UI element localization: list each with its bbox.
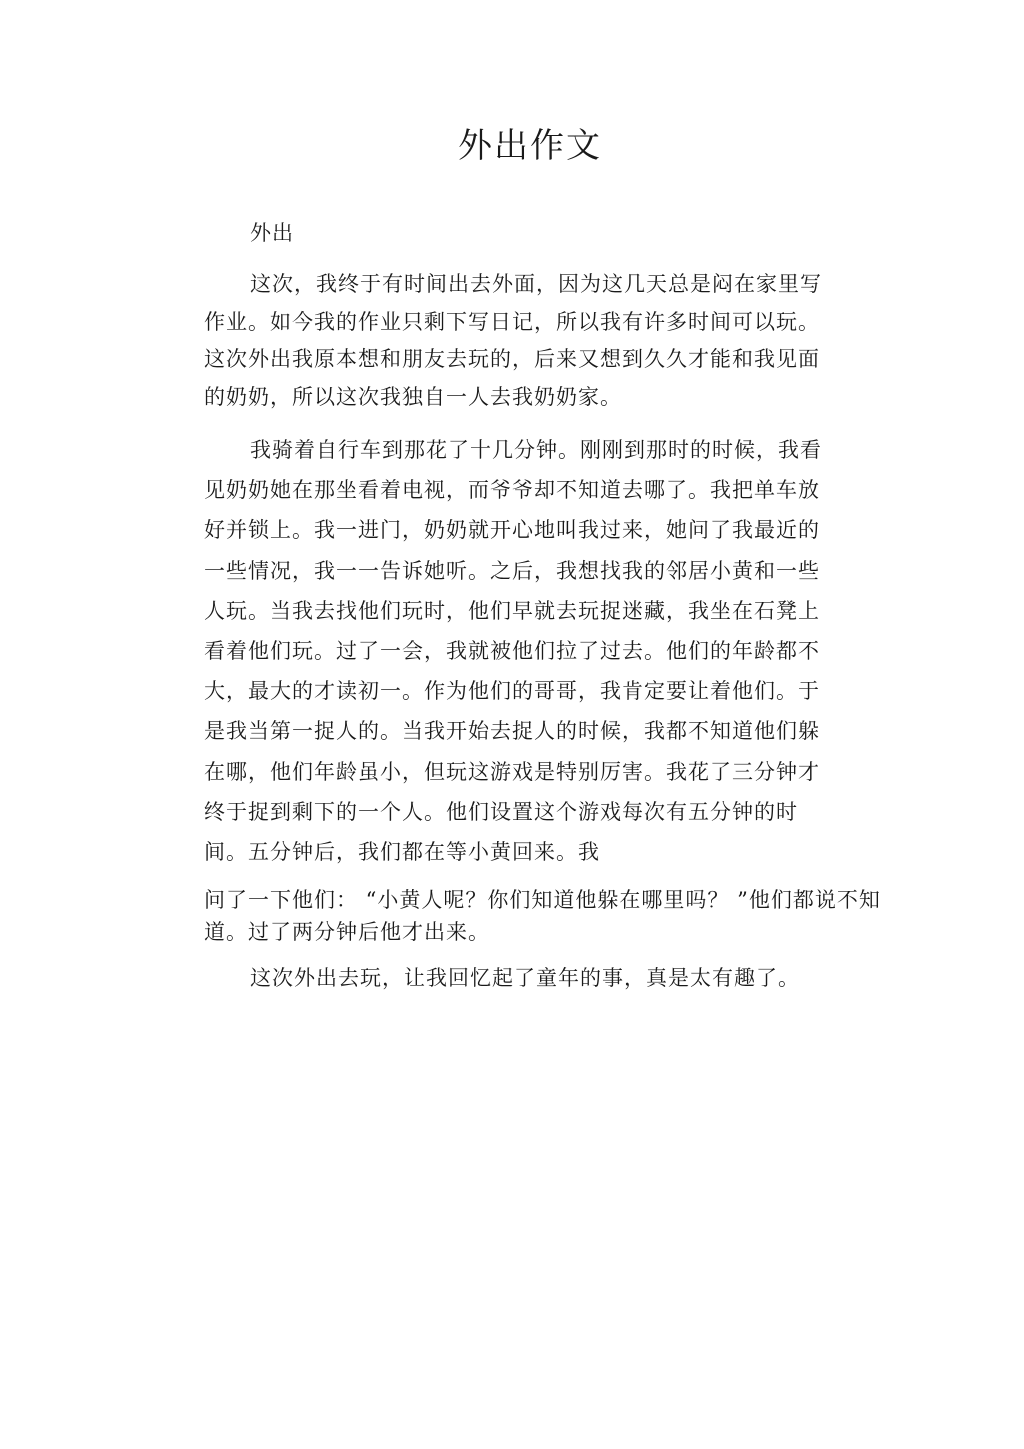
paragraph-3: 问了一下他们： “小黄人呢？你们知道他躲在哪里吗？ ”他们都说不知道。过了两分钟后他才出来。 [204, 888, 881, 944]
document-title: 外出作文 [458, 126, 602, 166]
paragraph-2: 我骑着自行车到那花了十几分钟。刚刚到那时的时候，我看见奶奶她在那坐看着电视，而爷爷却不知道去哪了。我把单车放好并锁上。我一进门，奶奶就开心地叫我过来，她问了我最近的一些情况，我一一告诉她听。之后，我想找我的邻居小黄和一些人玩。当我去找他们玩时，他们早就去玩捉迷藏，我坐在石凳上看着他们玩。过了一会，我就被他们拉了过去。他们的年龄都不大，最大的才读初一。作为他们的哥哥，我肯定要让着他们。于是我当第一捉人的。当我开始去捉人的时候，我都不知道他们躲在哪，他们年龄虽小，但玩这游戏是特别厉害。我花了三分钟才终于捉到剩下的一个人。他们设置这个游戏每次有五分钟的时间。五分钟后，我们都在等小黄回来。我 [204, 438, 822, 865]
essay-subtitle: 外出 [250, 221, 294, 245]
paragraph-1: 这次，我终于有时间出去外面，因为这几天总是闷在家里写作业。如今我的作业只剩下写日记，所以我有许多时间可以玩。这次外出我原本想和朋友去玩的，后来又想到久久才能和我见面的奶奶，所以这次我独自一人去我奶奶家。 [204, 272, 822, 409]
paragraph-4: 这次外出去玩，让我回忆起了童年的事，真是太有趣了。 [250, 966, 800, 990]
